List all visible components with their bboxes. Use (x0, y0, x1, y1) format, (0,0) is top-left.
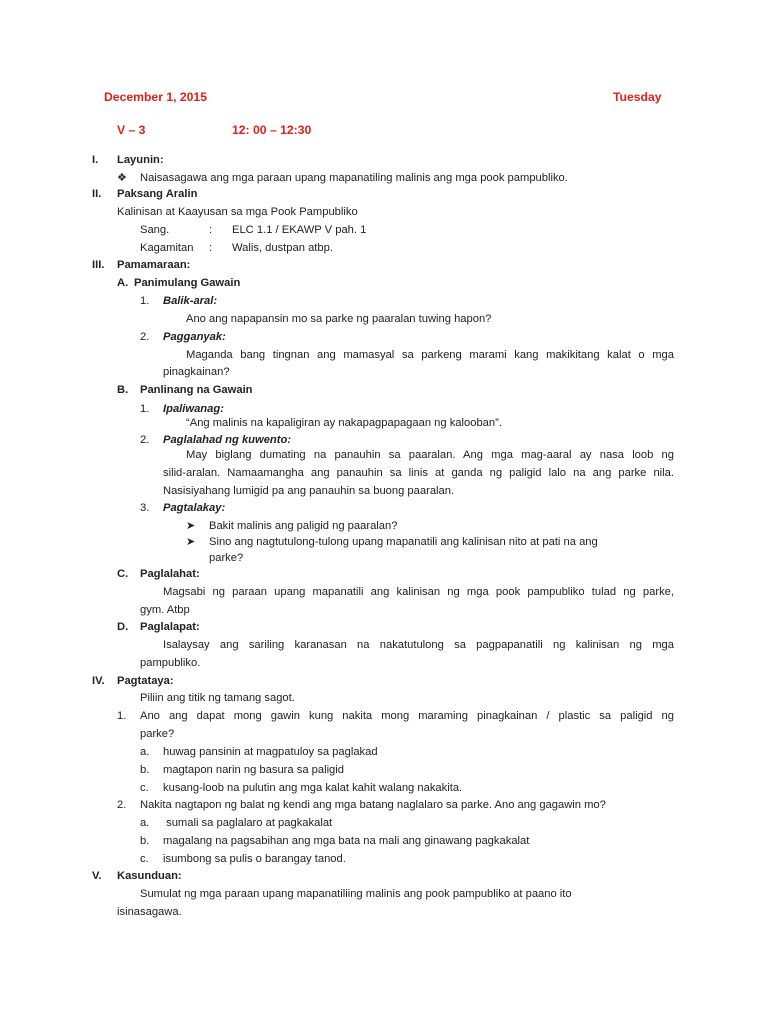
class-section: V – 3 (117, 123, 146, 137)
choice-text: sumali sa paglalaro at pagkakalat (163, 817, 333, 829)
choice-letter: b. (140, 764, 150, 776)
section-title-pamamaraan: Pamamaraan: (117, 259, 191, 271)
item-text: “Ang malinis na kapaligiran ay nakapagpapagaan ng kalooban”. (186, 417, 502, 429)
application-text: pampubliko. (140, 657, 201, 669)
materials-value: Walis, dustpan atbp. (232, 242, 333, 254)
section-title-paksang-aralin: Paksang Aralin (117, 188, 198, 200)
choice-letter: c. (140, 853, 149, 865)
subsection-letter: D. (117, 621, 129, 633)
question-text: Nakita nagtapon ng balat ng kendi ang mga batang naglalaro sa parke. Ano ang gagawin mo? (140, 799, 606, 811)
choice-text: huwag pansinin at magpatuloy sa paglakad (163, 746, 378, 758)
generalization-text: Magsabi ng paraan upang mapanatili ang kalinisan ng mga pook pampubliko tulad ng parke, (163, 586, 674, 598)
lesson-day: Tuesday (613, 90, 662, 104)
subsection-letter: B. (117, 384, 129, 396)
item-title: Pagganyak: (163, 331, 226, 343)
subsection-title: Paglalapat: (140, 621, 200, 633)
section-num: I. (92, 154, 99, 166)
item-num: 2. (140, 331, 150, 343)
item-title: Pagtalakay: (163, 502, 226, 514)
item-num: 3. (140, 502, 150, 514)
story-text: silid-aralan. Namaamangha ang panauhin sa linis at ganda ng paligid lalo na ang parke nila. (163, 467, 674, 479)
subsection-title: Paglalahat: (140, 568, 200, 580)
section-num: III. (92, 259, 105, 271)
question-num: 1. (117, 710, 127, 722)
choice-text: isumbong sa pulis o barangay tanod. (163, 853, 346, 865)
section-title-pagtataya: Pagtataya: (117, 675, 174, 687)
item-text: Maganda bang tingnan ang mamasyal sa parkeng marami kang makikitang kalat o mga (186, 349, 674, 361)
question-text: parke? (140, 728, 175, 740)
question-num: 2. (117, 799, 127, 811)
item-text: Ano ang napapansin mo sa parke ng paaralan tuwing hapon? (186, 313, 492, 325)
choice-letter: a. (140, 817, 150, 829)
choice-letter: c. (140, 782, 149, 794)
section-title-kasunduan: Kasunduan: (117, 870, 182, 882)
subsection-title: Panimulang Gawain (134, 277, 241, 289)
assignment-text: Sumulat ng mga paraan upang mapanatiliing malinis ang pook pampubliko at paano ito (140, 888, 572, 900)
assignment-text: isinasagawa. (117, 906, 182, 918)
item-title: Paglalahad ng kuwento: (163, 434, 292, 446)
item-num: 1. (140, 403, 150, 415)
reference-colon: : (209, 224, 213, 236)
item-text: pinagkainan? (163, 366, 230, 378)
class-time: 12: 00 – 12:30 (232, 123, 312, 137)
reference-value: ELC 1.1 / EKAWP V pah. 1 (232, 224, 367, 236)
discussion-question: parke? (209, 552, 244, 564)
choice-text: magtapon narin ng basura sa paligid (163, 764, 344, 776)
application-text: Isalaysay ang sariling karanasan na nakatutulong sa pagpapanatili ng kalinisan ng mga (163, 639, 674, 651)
topic-text: Kalinisan at Kaayusan sa mga Pook Pampubliko (117, 206, 358, 218)
subsection-letter: A. (117, 277, 129, 289)
section-num: II. (92, 188, 102, 200)
item-num: 1. (140, 295, 150, 307)
story-text: Nasisiyahang lumigid pa ang panauhin sa buong paaralan. (163, 485, 455, 497)
instruction-text: Piliin ang titik ng tamang sagot. (140, 692, 295, 704)
section-title-layunin: Layunin: (117, 154, 164, 166)
reference-label: Sang. (140, 224, 170, 236)
objective-text: Naisasagawa ang mga paraan upang mapanatiling malinis ang mga pook pampubliko. (140, 172, 568, 184)
choice-text: magalang na pagsabihan ang mga bata na mali ang ginawang pagkakalat (163, 835, 530, 847)
bullet-icon: ❖ (117, 172, 128, 184)
materials-label: Kagamitan (140, 242, 194, 254)
generalization-text: gym. Atbp (140, 604, 190, 616)
choice-letter: b. (140, 835, 150, 847)
section-num: IV. (92, 675, 105, 687)
section-num: V. (92, 870, 102, 882)
discussion-question: Sino ang nagtutulong-tulong upang mapanatili ang kalinisan nito at pati na ang (209, 536, 598, 548)
question-text: Ano ang dapat mong gawin kung nakita mong maraming pinagkainan / plastic sa paligid ng (140, 710, 674, 722)
discussion-question: Bakit malinis ang paligid ng paaralan? (209, 520, 398, 532)
lesson-date: December 1, 2015 (104, 90, 207, 104)
item-num: 2. (140, 434, 150, 446)
subsection-letter: C. (117, 568, 129, 580)
story-text: May biglang dumating na panauhin sa paaralan. Ang mga mag-aaral ay nasa loob ng (186, 449, 674, 461)
choice-text: kusang-loob na pulutin ang mga kalat kahit walang nakakita. (163, 782, 463, 794)
materials-colon: : (209, 242, 213, 254)
choice-letter: a. (140, 746, 150, 758)
item-title: Balik-aral: (163, 295, 218, 307)
item-title: Ipaliwanag: (163, 403, 224, 415)
subsection-title: Panlinang na Gawain (140, 384, 253, 396)
arrow-bullet-icon: ➤ (186, 520, 196, 532)
arrow-bullet-icon: ➤ (186, 536, 196, 548)
